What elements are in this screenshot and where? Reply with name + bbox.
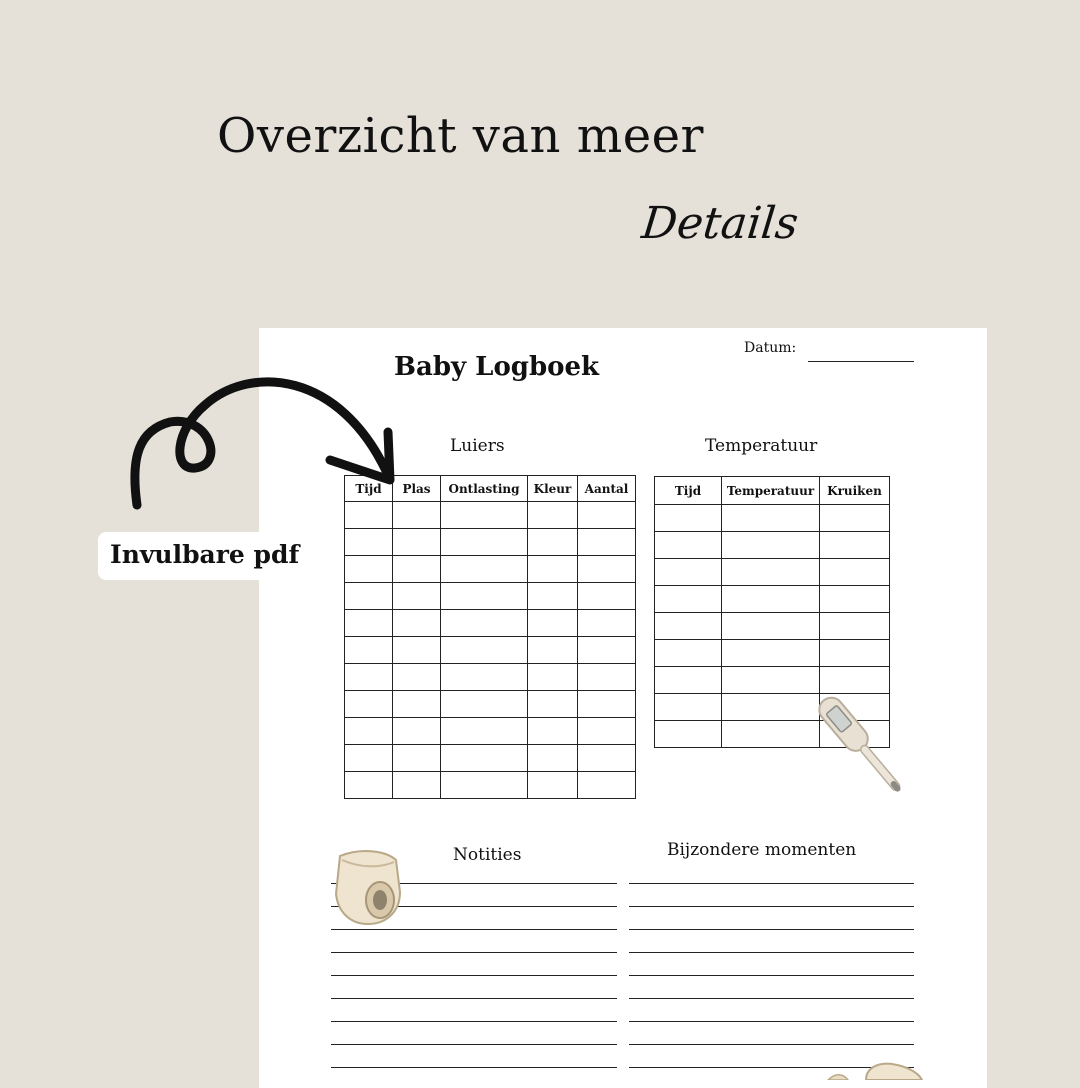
luiers-col-plas: Plas xyxy=(393,476,441,502)
baby-shoe-icon xyxy=(826,1058,926,1080)
temp-col-temperatuur: Temperatuur xyxy=(722,477,820,505)
temp-col-tijd: Tijd xyxy=(655,477,722,505)
temperatuur-title: Temperatuur xyxy=(705,436,818,456)
ruled-line xyxy=(629,1021,914,1022)
page-headline: Overzicht van meer xyxy=(217,108,704,164)
luiers-col-ontlasting: Ontlasting xyxy=(441,476,528,502)
details-script-word: Details xyxy=(639,198,801,249)
luiers-col-kleur: Kleur xyxy=(528,476,578,502)
momenten-lines[interactable] xyxy=(629,0,914,1080)
ruled-line xyxy=(331,975,617,976)
momenten-title: Bijzondere momenten xyxy=(667,840,857,860)
notities-title: Notities xyxy=(453,845,522,865)
sheet-title: Baby Logboek xyxy=(394,352,600,382)
ruled-line xyxy=(629,906,914,907)
diaper-icon xyxy=(330,846,406,928)
ruled-line xyxy=(331,1067,617,1068)
ruled-line xyxy=(629,883,914,884)
ruled-line xyxy=(331,929,617,930)
luiers-title: Luiers xyxy=(450,436,505,456)
ruled-line xyxy=(629,1044,914,1045)
ruled-line xyxy=(629,929,914,930)
fillable-pdf-label: Invulbare pdf xyxy=(110,540,300,569)
ruled-line xyxy=(629,952,914,953)
ruled-line xyxy=(331,952,617,953)
ruled-line xyxy=(629,998,914,999)
ruled-line xyxy=(331,1021,617,1022)
date-label: Datum: xyxy=(744,340,797,356)
ruled-line xyxy=(331,1044,617,1045)
temp-col-kruiken: Kruiken xyxy=(820,477,890,505)
luiers-col-aantal: Aantal xyxy=(578,476,636,502)
curly-arrow-icon xyxy=(120,360,410,520)
ruled-line xyxy=(331,998,617,999)
luiers-col-tijd: Tijd xyxy=(345,476,393,502)
thermometer-icon xyxy=(800,690,920,805)
ruled-line xyxy=(629,975,914,976)
